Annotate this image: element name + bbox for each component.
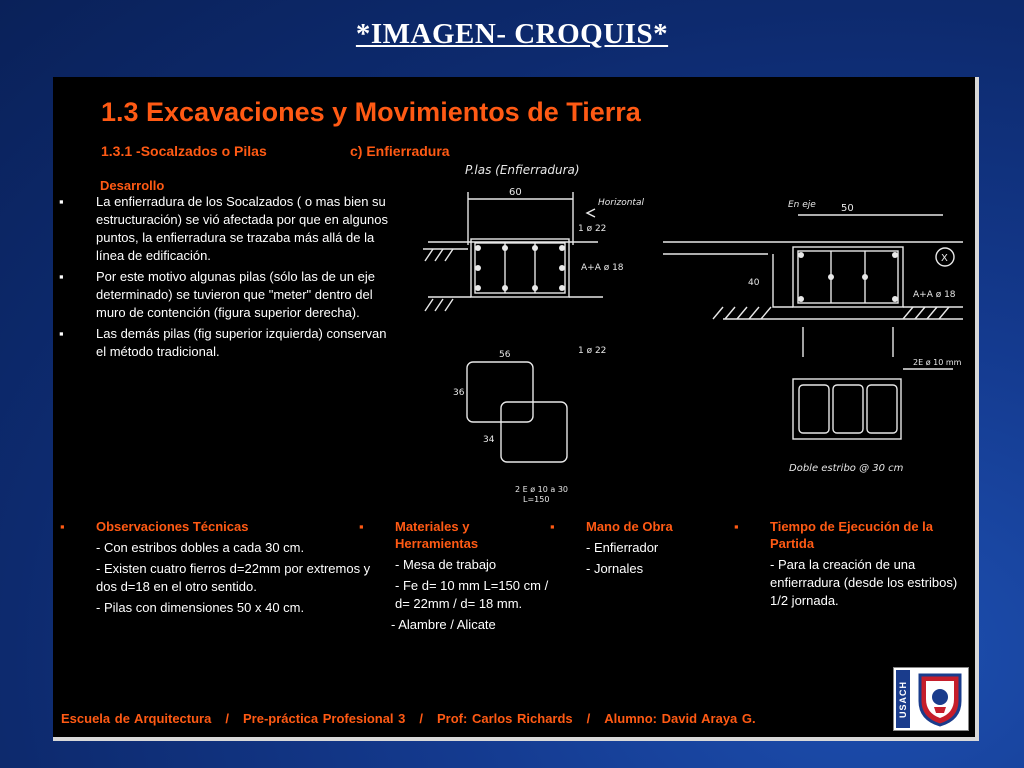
sketch-label-double-stirrup: Doble estribo @ 30 cm (789, 463, 904, 474)
column-line: - Jornales (586, 561, 644, 576)
column-line: - Mesa de trabajo (395, 557, 497, 572)
bullet-text: Las demás pilas (fig superior izquierda) conservan el método tradicional. (96, 326, 387, 359)
slide-footer (61, 711, 756, 726)
column-line: - Con estribos dobles a cada 30 cm. (96, 540, 305, 555)
bullet-icon: ▪ (550, 519, 555, 534)
column-line: - Enfierrador (586, 540, 659, 555)
bullet-item (59, 325, 399, 361)
bullet-item (59, 193, 399, 265)
sketch-label-dim: 56 (499, 350, 511, 360)
bullet-icon: ▪ (59, 194, 64, 209)
tiempo-column (734, 518, 960, 613)
axis-marker-icon: X (941, 253, 948, 264)
subheading-topic: c) Enfierradura (350, 143, 450, 159)
footer-separator: / (225, 711, 229, 726)
bullet-icon: ▪ (734, 519, 739, 534)
column-header: ▪ Observaciones Técnicas (60, 519, 249, 534)
footer-separator: / (586, 711, 591, 726)
slide-heading: 1.3 Excavaciones y Movimientos de Tierra (101, 97, 641, 127)
column-header: ▪ Tiempo de Ejecución de la Partida (734, 519, 934, 551)
footer-course: Pre-práctica Profesional 3 (242, 711, 406, 726)
bullet-icon: ▪ (60, 519, 65, 534)
bullet-icon: ▪ (59, 269, 64, 284)
column-line: - Fe d= 10 mm L=150 cm / d= 22mm / d= 18 mm. (395, 578, 549, 611)
bullet-icon: ▪ (359, 519, 364, 534)
slide-image (53, 77, 979, 741)
sketch-label-axis: En eje (788, 200, 816, 210)
usach-logo (893, 667, 969, 731)
bullet-text: La enfierradura de los Socalzados ( o mas bien su estructuración) se vió afectada por que en algunos puntos, la enfierradura se trazaba más allá de la línea de edificación. (96, 194, 388, 263)
sketch-label-length: L=150 (523, 495, 550, 502)
column-line: - Pilas con dimensiones 50 x 40 cm. (96, 600, 305, 615)
rebar-sketch (423, 157, 963, 502)
footer-separator: / (419, 711, 424, 726)
subheading-section: 1.3.1 -Socalzados o Pilas (101, 143, 267, 159)
sketch-label-rebar: A+A ø 18 (581, 263, 624, 273)
column-line: - Alambre / Alicate (391, 617, 496, 632)
bullet-text: Por este motivo algunas pilas (sólo las de un eje determinado) se tuvieron que "meter" dentro del muro de contención (figura superior derecha). (96, 269, 375, 320)
footer-professor: Prof: Carlos Richards (437, 711, 573, 726)
bullet-item (59, 268, 399, 322)
footer-student: Alumno: David Araya G. (604, 711, 756, 726)
observaciones-column (60, 518, 376, 620)
logo-text: USACH (896, 670, 910, 728)
sketch-label-dim: 34 (483, 435, 495, 445)
column-line: - Para la creación de una enfierradura (desde los estribos) 1/2 jornada. (770, 557, 958, 608)
sketch-label-horizon: Horizontal (598, 198, 644, 208)
sketch-label-rebar: 1 ø 22 (578, 346, 607, 356)
sketch-label-stirrup: 2E ø 10 mm (913, 358, 962, 367)
desarrollo-bullets (59, 193, 399, 364)
materiales-column (359, 518, 555, 637)
column-header: ▪ Mano de Obra (550, 519, 673, 534)
crest-icon (912, 671, 968, 727)
sketch-label-dim: 40 (748, 278, 760, 288)
mano-obra-column (550, 518, 716, 581)
sketch-label-dim: 50 (841, 203, 854, 214)
page-title: *IMAGEN- CROQUIS* (355, 18, 669, 50)
sketch-label-title: P.las (Enfierradura) (465, 163, 580, 177)
desarrollo-label: Desarrollo (100, 178, 165, 193)
bullet-icon: ▪ (59, 326, 64, 341)
footer-school: Escuela de Arquitectura (61, 711, 212, 726)
column-header: ▪ Materiales y Herramientas (359, 519, 479, 551)
column-line: - Existen cuatro fierros d=22mm por extremos y dos d=18 en el otro sentido. (96, 561, 371, 594)
sketch-label-dim: 36 (453, 388, 465, 398)
sketch-label-rebar: 1 ø 22 (578, 224, 607, 234)
sketch-label-stirrup: 2 E ø 10 a 30 (515, 485, 569, 494)
sketch-label-rebar: A+A ø 18 (913, 290, 956, 300)
sketch-label-dim: 60 (509, 187, 522, 198)
